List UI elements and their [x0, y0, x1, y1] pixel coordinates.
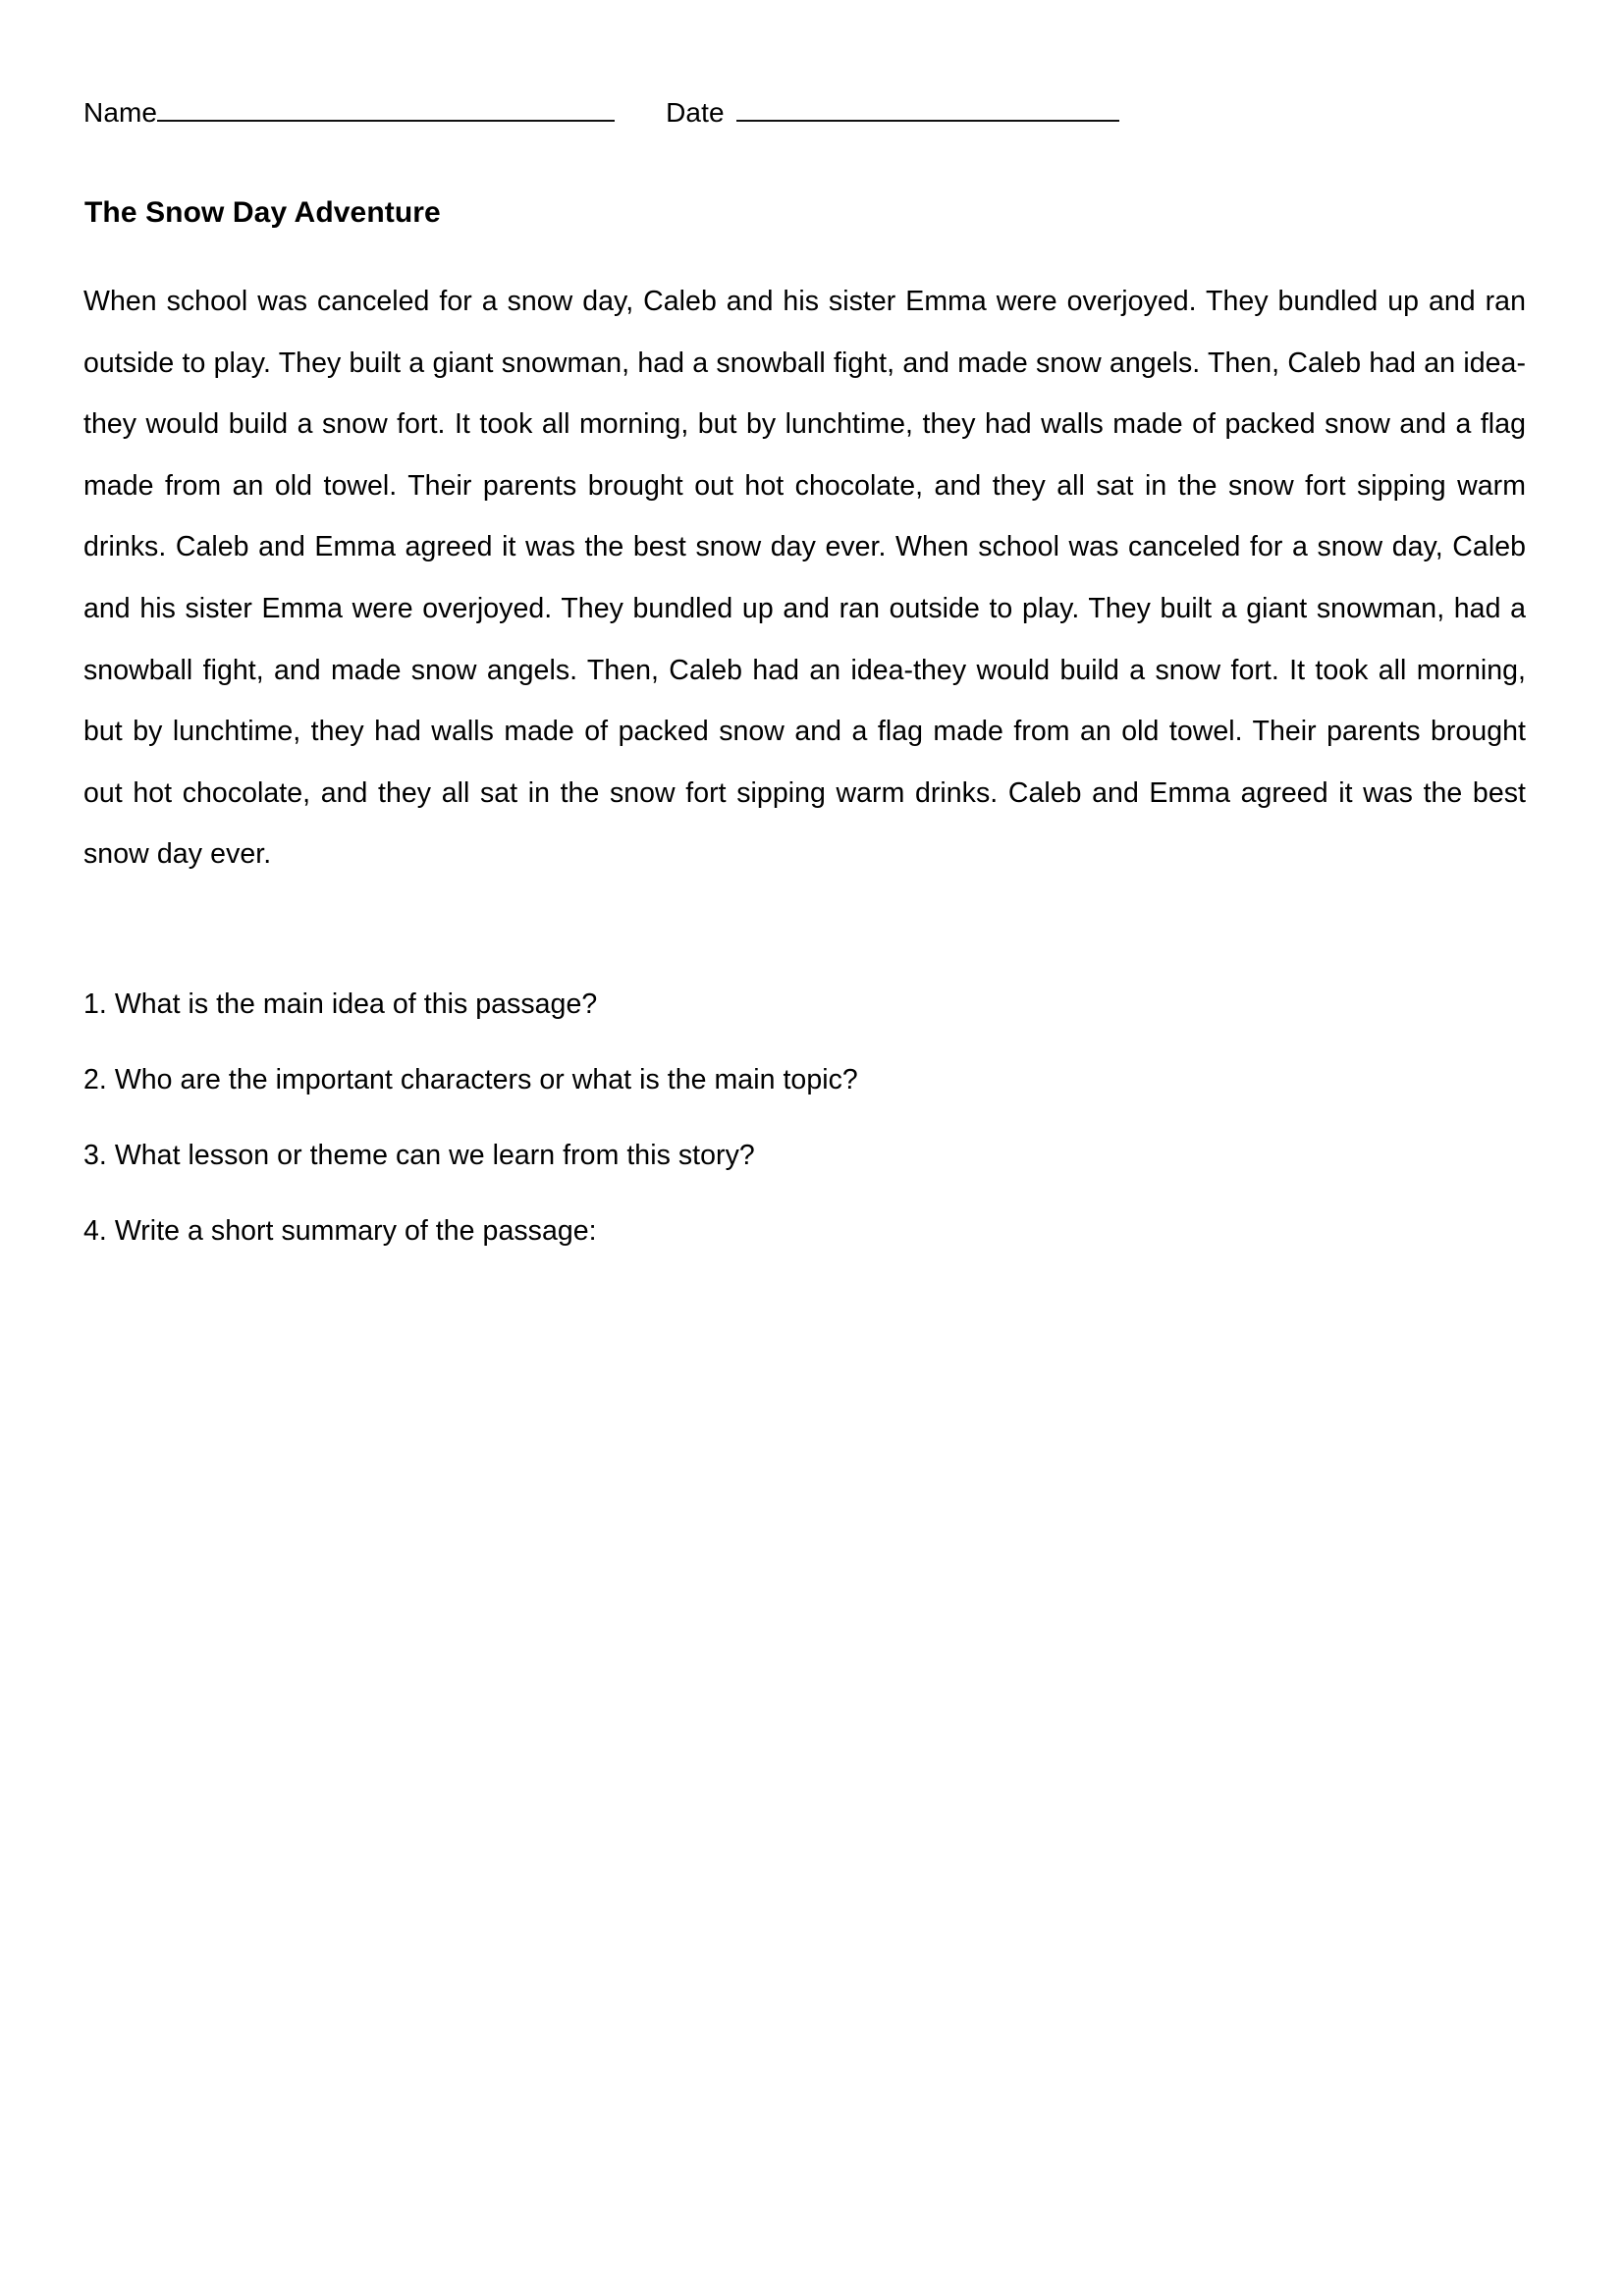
date-field-group	[666, 93, 1119, 133]
name-field-group	[83, 93, 615, 133]
passage-body	[83, 271, 1526, 885]
page-title: The Snow Day Adventure	[84, 196, 441, 230]
question-item-2: 2. Who are the important characters or what is the main topic?	[83, 1064, 858, 1095]
date-input-blank[interactable]	[736, 93, 1119, 122]
question-item-3: 3. What lesson or theme can we learn from this story?	[83, 1140, 755, 1171]
questions-list	[83, 985, 1526, 1251]
name-input-blank[interactable]	[157, 93, 615, 122]
question-item-4: 4. Write a short summary of the passage:	[83, 1215, 597, 1247]
date-label: Date	[666, 97, 725, 128]
passage-paragraph: When school was canceled for a snow day, Caleb and his sister Emma were overjoyed. They bundled up and ran outside to play. They built a giant snowman, had a snowball fight, and made snow angels. Then, Caleb had an idea-they would build a snow fort. It took all morning, but by lunchtime, they had walls made of packed snow and a flag made from an old towel. Their parents brought out hot chocolate, and they all sat in the snow fort sipping warm drinks. Caleb and Emma agreed it was the best snow day ever. When school was canceled for a snow day, Caleb and his sister Emma were overjoyed. They bundled up and ran outside to play. They built a giant snowman, had a snowball fight, and made snow angels. Then, Caleb had an idea-they would build a snow fort. It took all morning, but by lunchtime, they had walls made of packed snow and a flag made from an old towel. Their parents brought out hot chocolate, and they all sat in the snow fort sipping warm drinks. Caleb and Emma agreed it was the best snow day ever.	[83, 286, 1526, 871]
name-label: Name	[83, 97, 158, 128]
name-date-header	[83, 93, 1527, 133]
question-item-1: 1. What is the main idea of this passage?	[83, 988, 598, 1020]
